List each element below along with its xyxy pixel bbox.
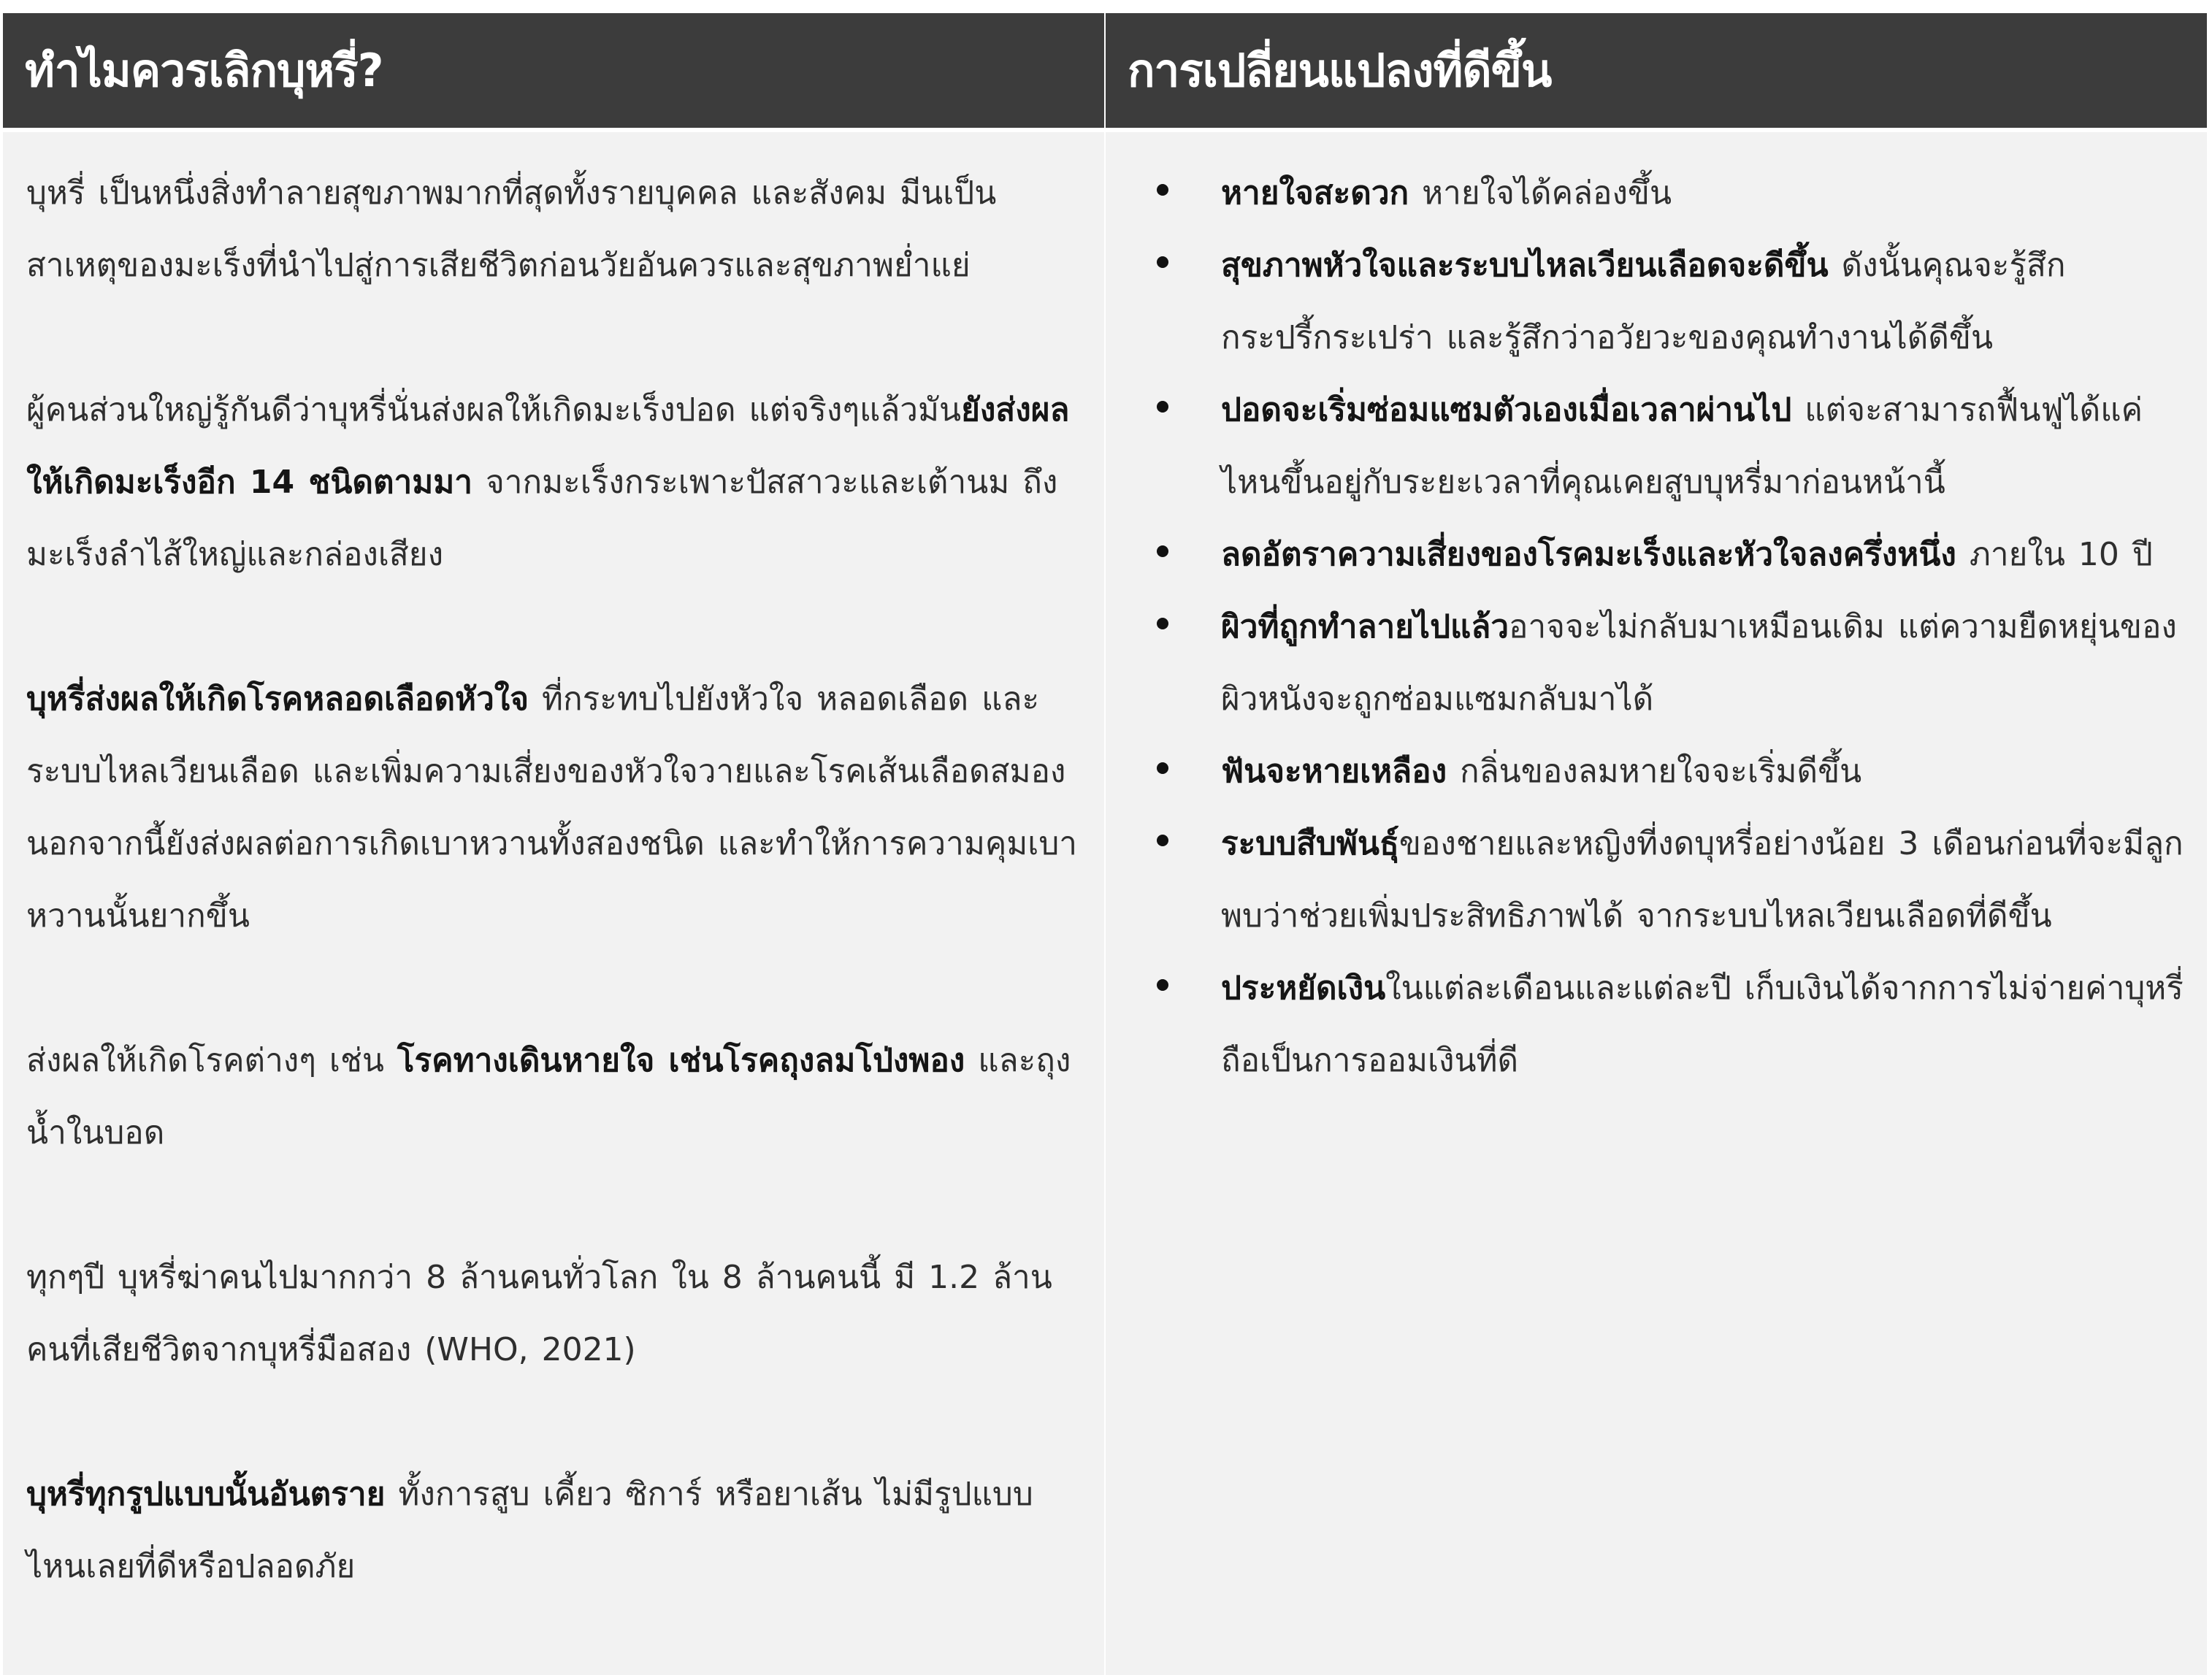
reason-paragraph-6 [26,1458,1082,1603]
bullet-icon [1157,835,1168,846]
comparison-table [3,13,2207,1603]
list-item [1128,735,2185,808]
list-item [1128,229,2185,374]
item-text: หายใจได้คล่องขึ้น [1409,175,1672,212]
item-text: ภายใน 10 ปี [1956,536,2153,573]
reason-text: ส่งผลให้เกิดโรคต่างๆ เช่น [26,1042,397,1079]
item-highlight: ระบบสืบพันธุ์ [1221,825,1399,862]
reason-text-tail: จากมะเร็งกระเพาะปัสสาวะและเต้านม ถึงมะเร็งลำไส้ใหญ่และกล่องเสียง [26,464,1058,573]
bullet-icon [1157,545,1168,557]
improvements-list [1128,157,2185,1097]
reason-highlight: โรคทางเดินหายใจ เช่นโรคถุงลมโป่งพอง [397,1042,965,1079]
list-item [1128,591,2185,735]
list-item [1128,808,2185,952]
reason-text: ทุกๆปี บุหรี่ฆ่าคนไปมากกว่า 8 ล้านคนทั่วโลก ใน 8 ล้านคนนี้ มี 1.2 ล้านคนที่เสียชีวิตจากบุหรี่มือสอง (WHO, 2021) [26,1259,1052,1368]
reason-highlight: บุหรี่ทุกรูปแบบนั้นอันตราย [26,1476,386,1513]
list-item [1128,518,2185,591]
reason-paragraph-4 [26,1024,1082,1169]
bullet-icon [1157,401,1168,413]
list-item [1128,952,2185,1097]
reason-text-tail: และถุงน้ำในบอด [26,1042,1071,1151]
list-item [1128,374,2185,518]
reason-paragraph-5 [26,1241,1082,1386]
list-item [1128,157,2185,229]
reason-paragraph-1 [26,157,1082,302]
reason-paragraph-2 [26,374,1082,591]
improvements-column [1106,132,2207,1675]
item-highlight: ผิวที่ถูกทำลายไปแล้ว [1221,608,1509,645]
reason-text: บุหรี่ เป็นหนึ่งสิ่งทำลายสุขภาพมากที่สุดทั้งรายบุคคล และสังคม มีนเป็นสาเหตุของมะเร็งที่นำไปสู่การเสียชีวิตก่อนวัยอันควรและสุขภาพย่ำแย่ [26,175,997,284]
reason-text: ที่กระทบไปยังหัวใจ หลอดเลือด และระบบไหลเวียนเลือด และเพิ่มความเสี่ยงของหัวใจวายและโรคเส้นเลือดสมอง นอกจากนี้ยังส่งผลต่อการเกิดเบาหวานทั้งสองชนิด และทำให้การความคุมเบาหวานนั้นยากขึ้น [26,681,1077,935]
bullet-icon [1157,618,1168,629]
item-text: ดังนั้นคุณจะรู้สึกกระปรี้กระเปร่า และรู้สึกว่าอวัยวะของคุณทำงานได้ดีขึ้น [1221,247,2066,356]
item-highlight: ลดอัตราความเสี่ยงของโรคมะเร็งและหัวใจลงครึ่งหนึ่ง [1221,536,1956,573]
item-text: กลิ่นของลมหายใจจะเริ่มดีขึ้น [1447,753,1862,790]
item-highlight: สุขภาพหัวใจและระบบไหลเวียนเลือดจะดีขึ้น [1221,247,1829,284]
header-why-quit: ทำไมควรเลิกบุหรี่? [3,13,1104,128]
reason-paragraph-3 [26,663,1082,952]
item-text: ของชายและหญิงที่งดบุหรี่อย่างน้อย 3 เดือนก่อนที่จะมีลูกพบว่าช่วยเพิ่มประสิทธิภาพได้ จากระบบไหลเวียนเลือดที่ดีขึ้น [1221,825,2184,935]
item-highlight: ปอดจะเริ่มซ่อมแซมตัวเองเมื่อเวลาผ่านไป [1221,391,1792,429]
bullet-icon [1157,979,1168,991]
reason-text: ทั้งการสูบ เคี้ยว ซิการ์ หรือยาเส้น ไม่มีรูปแบบไหนเลยที่ดีหรือปลอดภัย [26,1476,1033,1585]
item-text: อาจจะไม่กลับมาเหมือนเดิม แต่ความยืดหยุ่นของผิวหนังจะถูกซ่อมแซมกลับมาได้ [1221,608,2177,718]
reason-highlight: ยังส่งผลให้เกิดมะเร็งอีก 14 ชนิดตามมา [26,391,1070,501]
bullet-icon [1157,184,1168,196]
item-text: แต่จะสามารถฟื้นฟูได้แค่ไหนขึ้นอยู่กับระยะเวลาที่คุณเคยสูบบุหรี่มาก่อนหน้านี้ [1221,391,2143,501]
reason-highlight: บุหรี่ส่งผลให้เกิดโรคหลอดเลือดหัวใจ [26,681,529,718]
header-improvements: การเปลี่ยนแปลงที่ดีขึ้น [1106,13,2207,128]
item-text: ในแต่ละเดือนและแต่ละปี เก็บเงินได้จากการไม่จ่ายค่าบุหรี่ ถือเป็นการออมเงินที่ดี [1221,970,2184,1079]
reason-text: ผู้คนส่วนใหญ่รู้กันดีว่าบุหรี่นั่นส่งผลให้เกิดมะเร็งปอด แต่จริงๆแล้วมัน [26,391,962,429]
item-highlight: หายใจสะดวก [1221,175,1409,212]
item-highlight: ฟันจะหายเหลือง [1221,753,1447,790]
reasons-column [3,132,1104,1675]
bullet-icon [1157,256,1168,268]
bullet-icon [1157,762,1168,774]
item-highlight: ประหยัดเงิน [1221,970,1386,1007]
